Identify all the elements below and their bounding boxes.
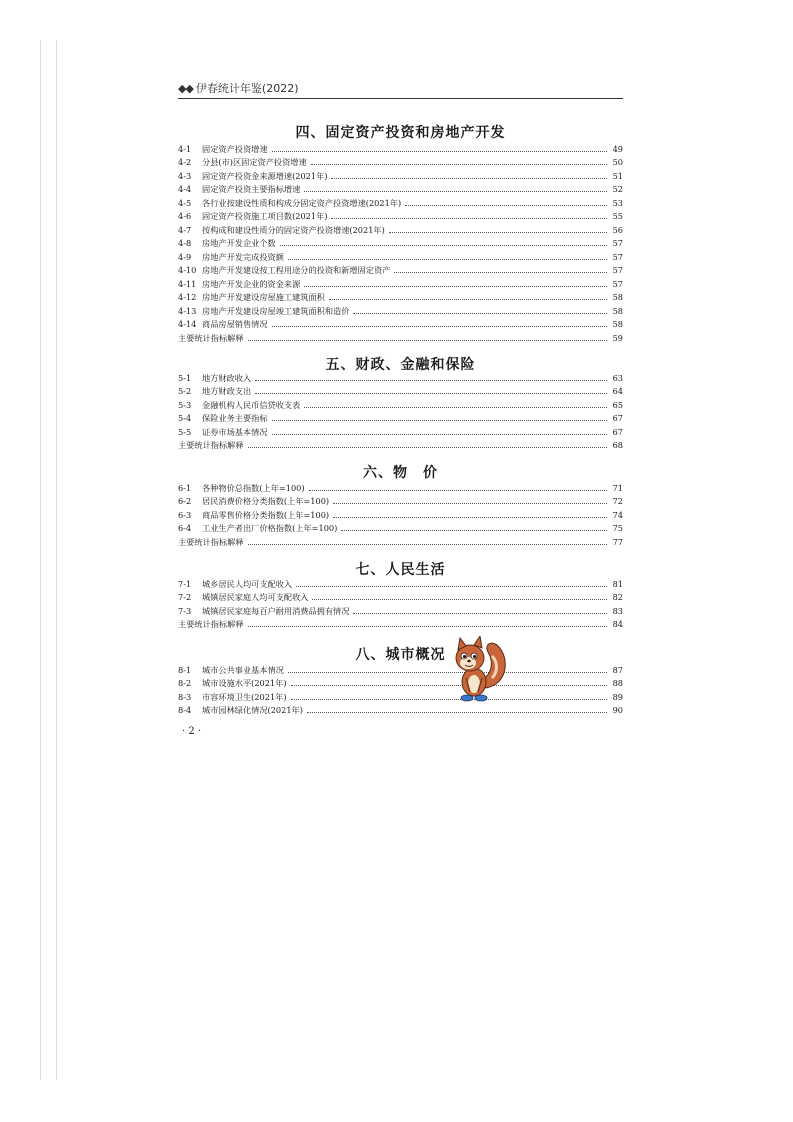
entry-title: 市容环境卫生(2021年) — [202, 691, 287, 702]
toc-entry[interactable] — [178, 168, 623, 182]
entry-title: 房地产开发企业的资金来源 — [202, 278, 301, 289]
toc-entry[interactable] — [178, 303, 623, 317]
entry-number: 4-1 — [178, 143, 192, 154]
toc-entry[interactable] — [178, 424, 623, 438]
toc-entry[interactable] — [178, 662, 623, 676]
page-margin-line — [40, 40, 41, 1080]
entry-title: 按构成和建设性质分的固定资产投资增速(2021年) — [202, 224, 385, 235]
leader-dots — [272, 434, 607, 435]
entry-title: 城镇居民家庭人均可支配收入 — [202, 592, 309, 602]
toc-entry[interactable] — [178, 317, 623, 331]
entry-page: 49 — [612, 143, 623, 154]
leader-dots — [331, 218, 607, 219]
toc-entry[interactable] — [178, 507, 623, 521]
entry-number: 7-1 — [178, 578, 192, 589]
entry-number: 4-9 — [178, 251, 192, 262]
entry-number: 6-4 — [178, 523, 192, 533]
entry-title: 城市公共事业基本情况 — [202, 664, 284, 675]
page-margin-line — [56, 40, 57, 1080]
entry-number: 6-3 — [178, 509, 192, 520]
entry-number: 4-11 — [178, 278, 197, 289]
section-title: 七、人民生活 — [355, 562, 446, 578]
diamond-marks-icon: ◆◆ — [178, 82, 193, 95]
entry-page: 83 — [612, 605, 623, 616]
entry-title: 固定资产投资金来源增速(2021年) — [202, 170, 328, 181]
entry-title: 主要统计指标解释 — [178, 619, 244, 629]
leader-dots — [333, 517, 607, 518]
entry-title: 地方财政支出 — [202, 386, 252, 396]
entry-page: 57 — [612, 265, 623, 275]
entry-page: 64 — [612, 386, 623, 396]
entry-page: 50 — [612, 157, 623, 167]
entry-number: 8-1 — [178, 664, 192, 675]
toc-entry[interactable] — [178, 290, 623, 304]
entry-number: 5-1 — [178, 372, 192, 383]
entry-title: 主要统计指标解释 — [178, 440, 244, 450]
yearbook-title: 伊春统计年鉴(2022) — [195, 82, 299, 95]
entry-page: 51 — [612, 170, 623, 181]
entry-title: 商品房屋销售情况 — [202, 319, 268, 329]
toc-entry[interactable] — [178, 438, 623, 452]
entry-page: 67 — [612, 413, 623, 423]
toc-list — [178, 662, 623, 716]
entry-number: 8-4 — [178, 705, 192, 715]
entry-title: 商品零售价格分类指数(上年=100) — [202, 509, 330, 520]
toc-entry[interactable] — [178, 263, 623, 277]
entry-page: 88 — [612, 678, 623, 688]
entry-number: 4-3 — [178, 170, 192, 181]
entry-title: 房地产开发完成投资额 — [202, 251, 284, 262]
leader-dots — [255, 380, 607, 381]
entry-title: 分县(市)区固定资产投资增速 — [202, 157, 307, 167]
leader-dots — [312, 599, 607, 600]
toc-list — [178, 141, 623, 344]
entry-title: 房地产开发建设房屋竣工建筑面积和造价 — [202, 305, 350, 316]
leader-dots — [255, 393, 607, 394]
section-title: 八、城市概况 — [355, 647, 446, 663]
leader-dots — [331, 178, 607, 179]
entry-page: 57 — [612, 251, 623, 262]
entry-page: 67 — [612, 426, 623, 437]
toc-entry[interactable] — [178, 182, 623, 196]
leader-dots — [353, 313, 607, 314]
entry-title: 各种物价总指数(上年=100) — [202, 482, 305, 493]
toc-entry[interactable] — [178, 576, 623, 590]
toc-entry[interactable] — [178, 480, 623, 494]
entry-title: 各行业按建设性质和构成分固定资产投资增速(2021年) — [202, 197, 402, 208]
toc-entry[interactable] — [178, 370, 623, 384]
entry-title: 房地产开发企业个数 — [202, 238, 276, 248]
toc-entry[interactable] — [178, 330, 623, 344]
entry-page: 65 — [612, 399, 623, 410]
entry-page: 68 — [612, 440, 623, 450]
entry-title: 固定资产投资主要指标增速 — [202, 184, 301, 194]
entry-title: 城市园林绿化情况(2021年) — [202, 705, 303, 715]
entry-number: 5-4 — [178, 413, 192, 423]
entry-number: 6-1 — [178, 482, 192, 493]
entry-number: 8-2 — [178, 678, 192, 688]
entry-number: 4-13 — [178, 305, 197, 316]
toc-entry[interactable] — [178, 534, 623, 548]
entry-page: 75 — [612, 523, 623, 533]
leader-dots — [248, 626, 607, 627]
entry-number: 4-8 — [178, 238, 192, 248]
leader-dots — [307, 712, 607, 713]
entry-page: 58 — [612, 319, 623, 329]
entry-number: 5-2 — [178, 386, 192, 396]
toc-list — [178, 576, 623, 630]
leader-dots — [272, 326, 607, 327]
entry-number: 4-5 — [178, 197, 192, 208]
leader-dots — [304, 407, 607, 408]
entry-number: 5-5 — [178, 426, 192, 437]
entry-number: 8-3 — [178, 691, 192, 702]
leader-dots — [248, 340, 607, 341]
toc-entry[interactable] — [178, 276, 623, 290]
entry-title: 城镇居民家庭每百户耐用消费品拥有情况 — [202, 605, 350, 616]
toc-entry[interactable] — [178, 689, 623, 703]
leader-dots — [248, 544, 607, 545]
leader-dots — [248, 447, 607, 448]
toc-entry[interactable] — [178, 141, 623, 155]
entry-number: 6-2 — [178, 496, 192, 506]
entry-page: 71 — [612, 482, 623, 493]
leader-dots — [309, 490, 607, 491]
toc-entry[interactable] — [178, 209, 623, 223]
entry-title: 保险业务主要指标 — [202, 413, 268, 423]
toc-entry[interactable] — [178, 222, 623, 236]
toc-entry[interactable] — [178, 236, 623, 250]
leader-dots — [333, 503, 607, 504]
toc-entry[interactable] — [178, 397, 623, 411]
toc-entry[interactable] — [178, 411, 623, 425]
entry-number: 4-10 — [178, 265, 197, 275]
entry-page: 57 — [612, 278, 623, 289]
entry-title: 地方财政收入 — [202, 372, 252, 383]
entry-title: 居民消费价格分类指数(上年=100) — [202, 496, 330, 506]
squirrel-mascot-icon — [448, 636, 510, 706]
entry-number: 4-2 — [178, 157, 192, 167]
entry-page: 52 — [612, 184, 623, 194]
toc-entry[interactable] — [178, 617, 623, 631]
entry-title: 主要统计指标解释 — [178, 536, 244, 547]
entry-page: 74 — [612, 509, 623, 520]
entry-page: 84 — [612, 619, 623, 629]
entry-title: 固定资产投资施工项目数(2021年) — [202, 211, 328, 221]
entry-page: 81 — [612, 578, 623, 589]
entry-page: 58 — [612, 305, 623, 316]
toc-entry[interactable] — [178, 195, 623, 209]
toc-list — [178, 370, 623, 451]
leader-dots — [296, 586, 607, 587]
toc-entry[interactable] — [178, 703, 623, 717]
entry-page: 82 — [612, 592, 623, 602]
entry-number: 7-3 — [178, 605, 192, 616]
section-title: 六、物 价 — [363, 465, 438, 481]
entry-page: 55 — [612, 211, 623, 221]
toc-entry[interactable] — [178, 249, 623, 263]
section-title: 五、财政、金融和保险 — [325, 357, 476, 373]
entry-page: 90 — [612, 705, 623, 715]
entry-page: 72 — [612, 496, 623, 506]
toc-list — [178, 480, 623, 548]
toc-entry[interactable] — [178, 590, 623, 604]
entry-title: 主要统计指标解释 — [178, 332, 244, 343]
toc-entry[interactable] — [178, 676, 623, 690]
entry-title: 房地产开发建设房屋施工建筑面积 — [202, 292, 325, 302]
page-number: · 2 · — [182, 726, 202, 737]
entry-title: 固定资产投资增速 — [202, 143, 268, 154]
leader-dots — [311, 164, 607, 165]
running-header — [178, 82, 623, 99]
toc-entry[interactable] — [178, 494, 623, 508]
entry-page: 57 — [612, 238, 623, 248]
entry-number: 4-6 — [178, 211, 192, 221]
entry-number: 5-3 — [178, 399, 192, 410]
entry-page: 63 — [612, 372, 623, 383]
entry-page: 87 — [612, 664, 623, 675]
leader-dots — [329, 299, 607, 300]
leader-dots — [405, 205, 607, 206]
leader-dots — [394, 272, 607, 273]
entry-title: 城市设施水平(2021年) — [202, 678, 287, 688]
leader-dots — [272, 420, 607, 421]
leader-dots — [304, 286, 607, 287]
leader-dots — [341, 530, 607, 531]
entry-title: 工业生产者出厂价格指数(上年=100) — [202, 523, 338, 533]
leader-dots — [288, 259, 607, 260]
entry-page: 56 — [612, 224, 623, 235]
entry-number: 7-2 — [178, 592, 192, 602]
leader-dots — [353, 613, 607, 614]
entry-number: 4-14 — [178, 319, 197, 329]
leader-dots — [389, 232, 607, 233]
entry-page: 89 — [612, 691, 623, 702]
entry-page: 59 — [612, 332, 623, 343]
leader-dots — [280, 245, 607, 246]
entry-number: 4-12 — [178, 292, 197, 302]
toc-entry[interactable] — [178, 155, 623, 169]
entry-page: 53 — [612, 197, 623, 208]
entry-title: 房地产开发建设按工程用途分的投资和新增固定资产 — [202, 265, 391, 275]
entry-number: 4-4 — [178, 184, 192, 194]
entry-title: 证券市场基本情况 — [202, 426, 268, 437]
entry-title: 金融机构人民币信贷收支表 — [202, 399, 301, 410]
toc-entry[interactable] — [178, 603, 623, 617]
entry-title: 城乡居民人均可支配收入 — [202, 578, 293, 589]
section-title: 四、固定资产投资和房地产开发 — [295, 125, 506, 141]
leader-dots — [304, 191, 607, 192]
entry-page: 77 — [612, 536, 623, 547]
toc-entry[interactable] — [178, 521, 623, 535]
entry-number: 4-7 — [178, 224, 192, 235]
leader-dots — [272, 151, 607, 152]
toc-entry[interactable] — [178, 384, 623, 398]
entry-page: 58 — [612, 292, 623, 302]
